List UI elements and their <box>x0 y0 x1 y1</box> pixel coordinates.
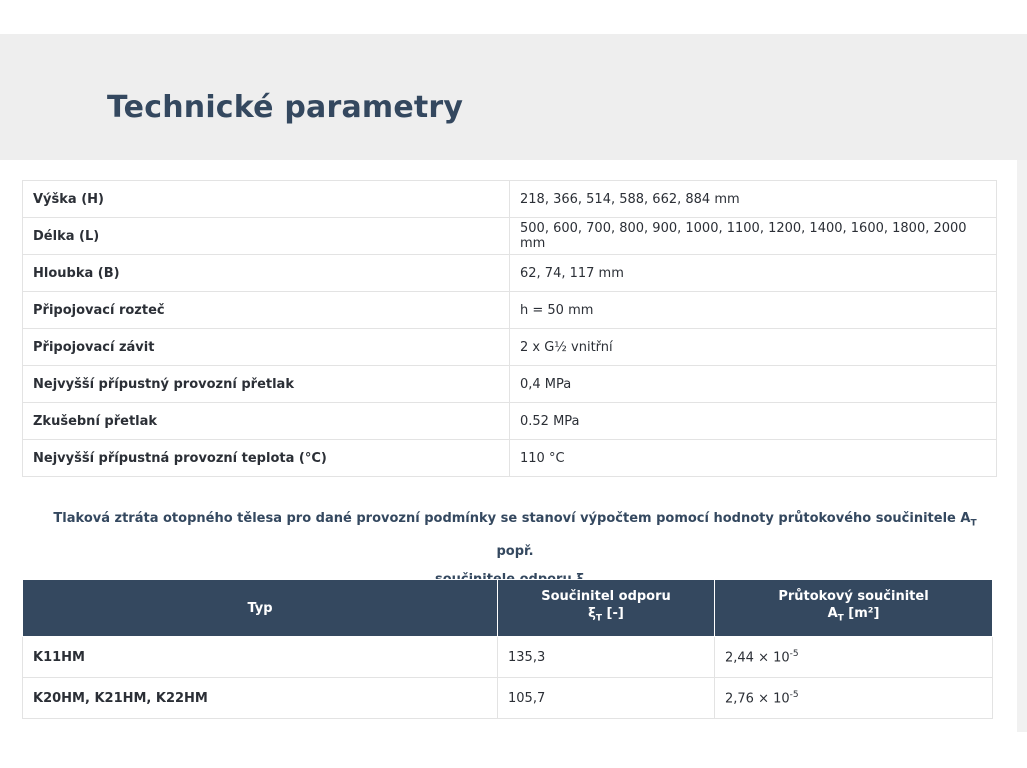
note-subscript: T <box>970 518 977 529</box>
param-value: 500, 600, 700, 800, 900, 1000, 1100, 1200, 1400, 1600, 1800, 2000 mm <box>510 218 997 255</box>
cell-typ: K20HM, K21HM, K22HM <box>23 678 498 719</box>
table-row <box>23 440 997 477</box>
flow-coefficient-table <box>22 579 993 719</box>
header-symbol: ξ <box>588 606 596 622</box>
column-header-typ: Typ <box>23 580 498 637</box>
param-label: Délka (L) <box>23 218 510 255</box>
cell-odpor: 135,3 <box>498 637 715 678</box>
prutok-base: 2,44 × 10 <box>725 650 790 666</box>
param-value: 0,4 MPa <box>510 366 997 403</box>
cell-prutok <box>715 637 993 678</box>
table-row <box>23 678 993 719</box>
param-value: h = 50 mm <box>510 292 997 329</box>
param-label: Hloubka (B) <box>23 255 510 292</box>
prutok-exponent: -5 <box>789 648 799 659</box>
param-value: 110 °C <box>510 440 997 477</box>
header-symbol: A <box>827 606 838 622</box>
param-label: Nejvyšší přípustný provozní přetlak <box>23 366 510 403</box>
page-header <box>0 34 1027 160</box>
table-row <box>23 218 997 255</box>
table-row <box>23 292 997 329</box>
param-value: 62, 74, 117 mm <box>510 255 997 292</box>
right-edge <box>1017 160 1027 732</box>
table-row <box>23 329 997 366</box>
header-text: Průtokový součinitel <box>778 589 929 605</box>
table-row <box>23 403 997 440</box>
column-header-odpor <box>498 580 715 637</box>
cell-odpor: 105,7 <box>498 678 715 719</box>
param-label: Připojovací závit <box>23 329 510 366</box>
table-row <box>23 366 997 403</box>
table-row <box>23 181 997 218</box>
param-value: 2 x G½ vnitřní <box>510 329 997 366</box>
table-row <box>23 255 997 292</box>
parameters-table <box>22 180 997 477</box>
header-unit: [m²] <box>843 606 880 622</box>
cell-prutok <box>715 678 993 719</box>
note-text: popř. <box>496 543 534 559</box>
param-label: Výška (H) <box>23 181 510 218</box>
prutok-base: 2,76 × 10 <box>725 691 790 707</box>
page-title: Technické parametry <box>107 90 464 125</box>
table-row <box>23 637 993 678</box>
param-value: 218, 366, 514, 588, 662, 884 mm <box>510 181 997 218</box>
note-text: Tlaková ztráta otopného tělesa pro dané provozní podmínky se stanoví výpočtem pomocí hodnoty průtokového součinitele A <box>53 511 971 526</box>
table-header-row <box>23 580 993 637</box>
header-subscript: T <box>837 613 844 624</box>
param-value: 0.52 MPa <box>510 403 997 440</box>
top-bar <box>0 0 1027 34</box>
cell-typ: K11HM <box>23 637 498 678</box>
header-text: Součinitel odporu <box>541 589 671 605</box>
note-line-1 <box>40 505 990 566</box>
param-label: Nejvyšší přípustná provozní teplota (°C) <box>23 440 510 477</box>
param-label: Připojovací rozteč <box>23 292 510 329</box>
header-unit: [-] <box>602 606 624 622</box>
header-subscript: T <box>595 613 602 624</box>
column-header-prutok <box>715 580 993 637</box>
prutok-exponent: -5 <box>789 689 799 700</box>
param-label: Zkušební přetlak <box>23 403 510 440</box>
